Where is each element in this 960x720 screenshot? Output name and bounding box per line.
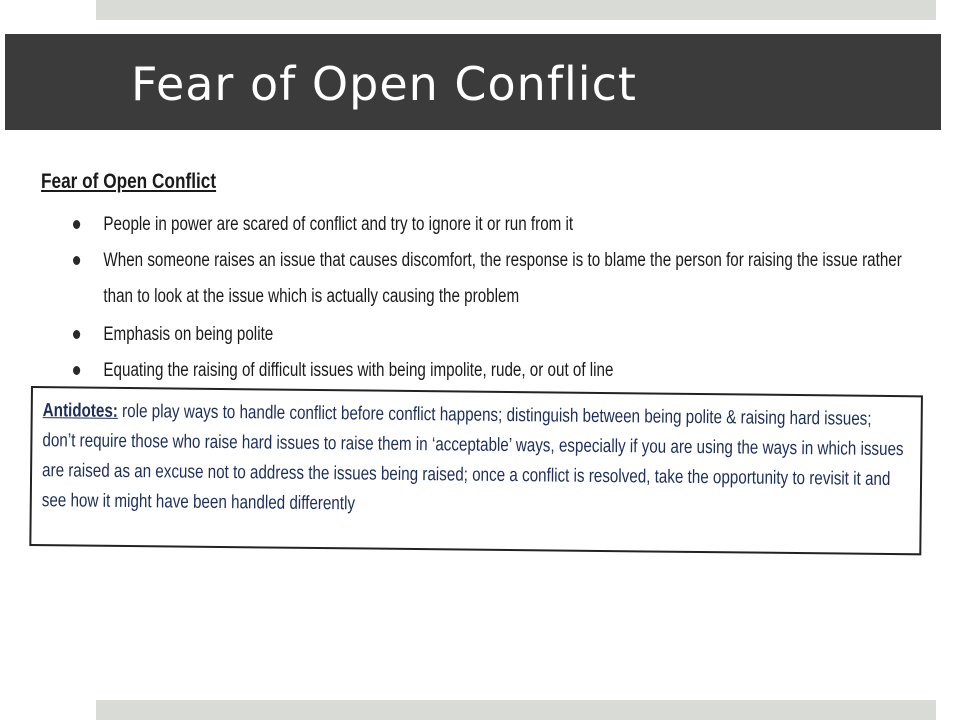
antidotes-body: role play ways to handle conflict before conflict happens; distinguish between being polite & raising hard issues; don’t require those who raise hard issues to raise them in ‘acceptable’ ways, especially if you are using the ways in which issues are raised as an excuse not to address the issues being raised; once a conflict is resolved, take the opportunity to revisit it and see how it might have been handled differently: [41, 400, 904, 515]
bullet-dot-icon: [73, 366, 80, 375]
bullet-dot-icon: [73, 220, 80, 229]
antidotes-paragraph: [42, 396, 907, 525]
top-decorative-strip: [96, 0, 936, 20]
scanned-document-image: Fear of Open Conflict People in power are scared of conflict and try to ignore it or run from it When someone raises an issue that causes discomfort, the response is to blame the person for raising the issue rather than to look at the issue which is actually causing the problem Emphasis on being polite Equating the raising of difficult issues with being impolite, rude, or out of line Antidotes: role play ways to handle conflict before conflict happens; distinguish between being polite & raising hard issues; don’t require those who raise hard issues to raise them in ‘acceptable’ ways, especially if you are using the ways in which issues are raised as an excuse not to address the issues being raised; once a conflict is resolved, take the opportunity to revisit it and see how it might have been handled differently: [28, 160, 928, 555]
antidotes-box: [29, 386, 923, 555]
antidotes-label: Antidotes:: [42, 400, 118, 422]
bottom-decorative-strip: [96, 700, 936, 720]
bullet-dot-icon: [73, 256, 80, 265]
slide-title: Fear of Open Conflict: [131, 57, 637, 111]
scan-heading: Fear of Open Conflict: [41, 170, 217, 193]
bullet-dot-icon: [73, 330, 80, 339]
